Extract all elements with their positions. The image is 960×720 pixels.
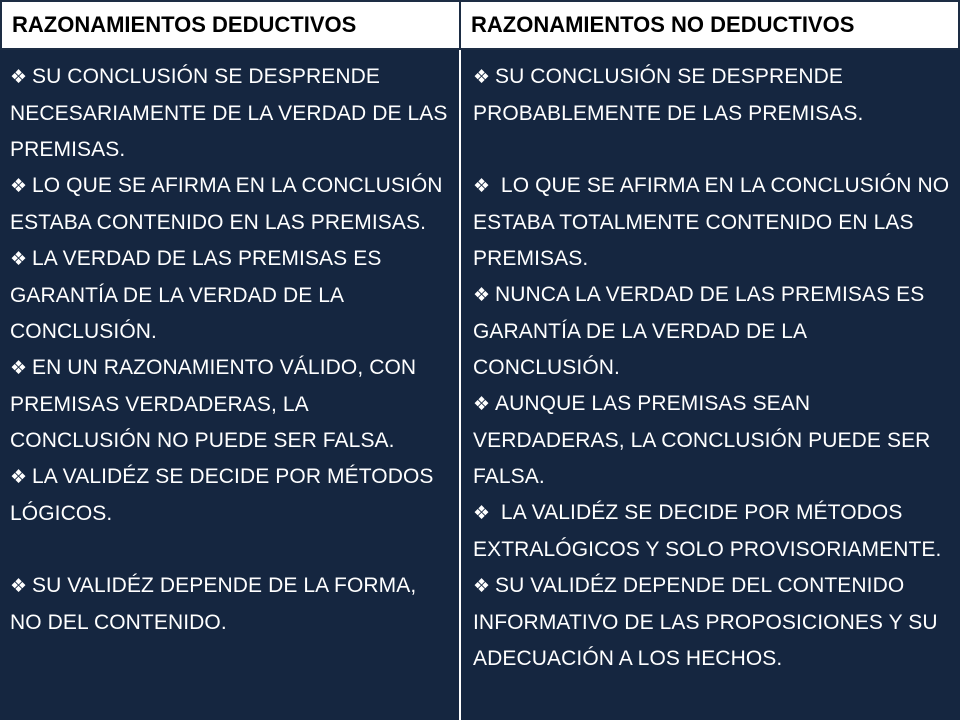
item-text: LA VALIDÉZ SE DECIDE POR MÉTODOS EXTRALÓGICOS Y SOLO PROVISORIAMENTE. bbox=[473, 501, 942, 561]
item-text: SU CONCLUSIÓN SE DESPRENDE PROBABLEMENTE DE LAS PREMISAS. bbox=[473, 65, 864, 125]
list-item bbox=[473, 568, 952, 677]
diamond-bullet-icon: ❖ bbox=[10, 249, 28, 270]
header-no-deductivos: RAZONAMIENTOS NO DEDUCTIVOS bbox=[459, 0, 960, 50]
column-deductivos bbox=[0, 50, 461, 720]
item-text: LA VERDAD DE LAS PREMISAS ES GARANTÍA DE LA VERDAD DE LA CONCLUSIÓN. bbox=[10, 247, 382, 343]
list-item bbox=[10, 168, 453, 241]
list-item bbox=[10, 459, 453, 532]
diamond-bullet-icon: ❖ bbox=[473, 67, 491, 88]
diamond-bullet-icon: ❖ bbox=[10, 576, 28, 597]
diamond-bullet-icon: ❖ bbox=[473, 394, 491, 415]
item-text: AUNQUE LAS PREMISAS SEAN VERDADERAS, LA CONCLUSIÓN PUEDE SER FALSA. bbox=[473, 392, 931, 488]
diamond-bullet-icon: ❖ bbox=[473, 285, 491, 306]
diamond-bullet-icon: ❖ bbox=[10, 176, 28, 197]
item-text: SU VALIDÉZ DEPENDE DE LA FORMA, NO DEL CONTENIDO. bbox=[10, 574, 417, 634]
diamond-bullet-icon: ❖ bbox=[10, 358, 28, 379]
item-text: LO QUE SE AFIRMA EN LA CONCLUSIÓN ESTABA CONTENIDO EN LAS PREMISAS. bbox=[10, 174, 443, 234]
header-deductivos: RAZONAMIENTOS DEDUCTIVOS bbox=[0, 0, 461, 50]
item-text: EN UN RAZONAMIENTO VÁLIDO, CON PREMISAS VERDADERAS, LA CONCLUSIÓN NO PUEDE SER FALSA. bbox=[10, 356, 417, 452]
list-item bbox=[10, 568, 453, 641]
list-item bbox=[473, 495, 952, 568]
diamond-bullet-icon: ❖ bbox=[10, 67, 28, 88]
list-item bbox=[473, 386, 952, 495]
item-text: NUNCA LA VERDAD DE LAS PREMISAS ES GARANTÍA DE LA VERDAD DE LA CONCLUSIÓN. bbox=[473, 283, 925, 379]
list-item bbox=[10, 350, 453, 459]
diamond-bullet-icon: ❖ bbox=[473, 576, 491, 597]
list-item bbox=[10, 59, 453, 168]
item-text: LO QUE SE AFIRMA EN LA CONCLUSIÓN NO ESTABA TOTALMENTE CONTENIDO EN LAS PREMISAS. bbox=[473, 174, 950, 270]
list-item bbox=[473, 277, 952, 386]
column-no-deductivos bbox=[459, 50, 960, 720]
item-text: SU CONCLUSIÓN SE DESPRENDE NECESARIAMENTE DE LA VERDAD DE LAS PREMISAS. bbox=[10, 65, 448, 161]
item-text: LA VALIDÉZ SE DECIDE POR MÉTODOS LÓGICOS. bbox=[10, 465, 434, 525]
list-item bbox=[473, 59, 952, 132]
item-text: SU VALIDÉZ DEPENDE DEL CONTENIDO INFORMATIVO DE LAS PROPOSICIONES Y SU ADECUACIÓN A LOS HECHOS. bbox=[473, 574, 938, 670]
list-item bbox=[10, 241, 453, 350]
list-item bbox=[473, 168, 952, 277]
diamond-bullet-icon: ❖ bbox=[473, 503, 491, 524]
diamond-bullet-icon: ❖ bbox=[473, 176, 491, 197]
diamond-bullet-icon: ❖ bbox=[10, 467, 28, 488]
